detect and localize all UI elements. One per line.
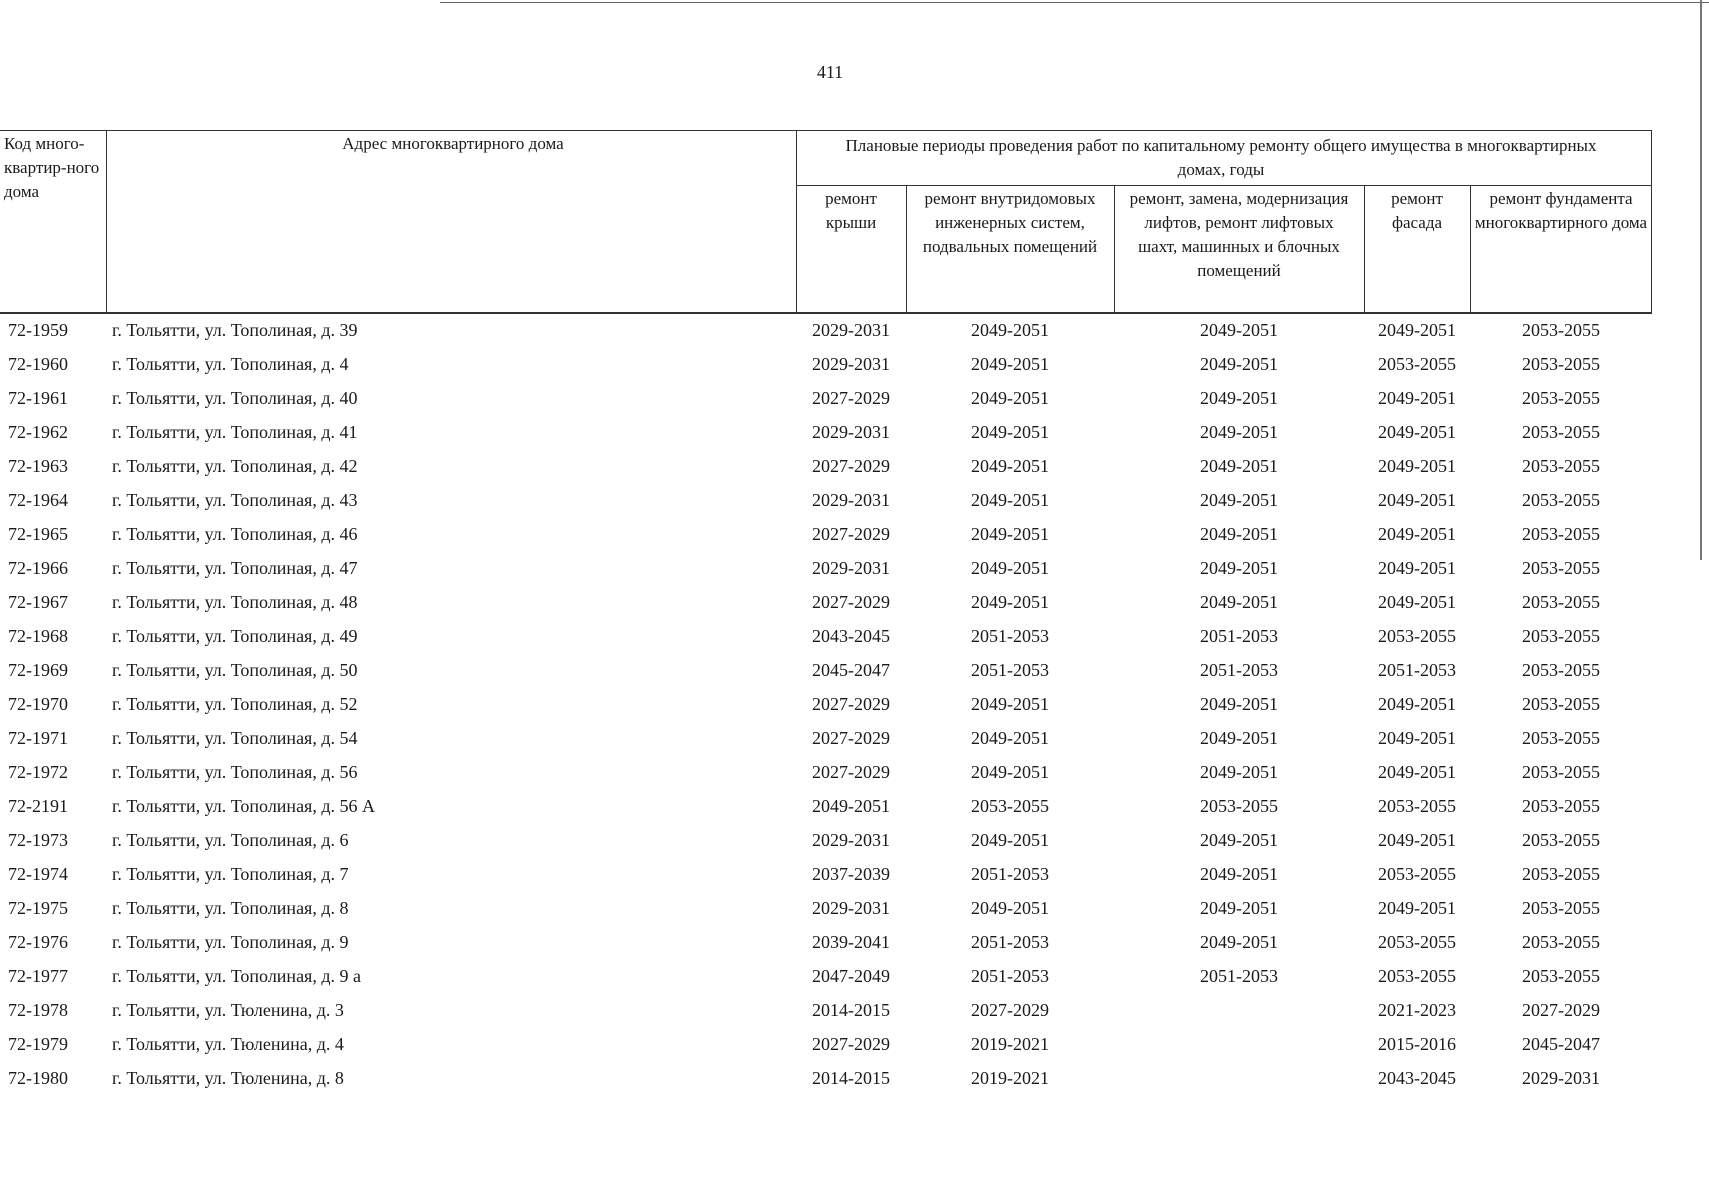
facade-period-cell: 2015-2016 xyxy=(1378,1034,1456,1054)
address-cell: г. Тольятти, ул. Тополиная, д. 49 xyxy=(112,626,358,646)
table-row xyxy=(0,551,1709,585)
systems-period-cell: 2049-2051 xyxy=(971,898,1049,918)
foundation-period-cell: 2053-2055 xyxy=(1522,388,1600,408)
systems-period-cell: 2051-2053 xyxy=(971,932,1049,952)
table-row xyxy=(0,517,1709,551)
elevators-period-cell: 2049-2051 xyxy=(1200,558,1278,578)
systems-period-cell: 2049-2051 xyxy=(971,728,1049,748)
house-code-cell: 72-1964 xyxy=(8,490,68,510)
systems-period-cell: 2049-2051 xyxy=(971,456,1049,476)
foundation-period-cell: 2053-2055 xyxy=(1522,762,1600,782)
facade-period-cell: 2021-2023 xyxy=(1378,1000,1456,1020)
roof-period-cell: 2037-2039 xyxy=(812,864,890,884)
elevators-period-cell: 2049-2051 xyxy=(1200,456,1278,476)
systems-period-cell: 2049-2051 xyxy=(971,320,1049,340)
facade-period-cell: 2053-2055 xyxy=(1378,796,1456,816)
house-code-cell: 72-1963 xyxy=(8,456,68,476)
foundation-period-cell: 2053-2055 xyxy=(1522,592,1600,612)
table-row xyxy=(0,653,1709,687)
roof-period-cell: 2029-2031 xyxy=(812,320,890,340)
roof-period-cell: 2027-2029 xyxy=(812,1034,890,1054)
address-cell: г. Тольятти, ул. Тополиная, д. 47 xyxy=(112,558,358,578)
address-cell: г. Тольятти, ул. Тополиная, д. 50 xyxy=(112,660,358,680)
address-cell: г. Тольятти, ул. Тополиная, д. 8 xyxy=(112,898,349,918)
table-header xyxy=(0,0,1709,320)
systems-period-cell: 2049-2051 xyxy=(971,422,1049,442)
table-row xyxy=(0,721,1709,755)
elevators-period-cell: 2049-2051 xyxy=(1200,592,1278,612)
foundation-period-cell: 2053-2055 xyxy=(1522,864,1600,884)
facade-period-cell: 2049-2051 xyxy=(1378,694,1456,714)
foundation-period-cell: 2053-2055 xyxy=(1522,830,1600,850)
house-code-cell: 72-1966 xyxy=(8,558,68,578)
facade-period-cell: 2049-2051 xyxy=(1378,524,1456,544)
roof-period-cell: 2027-2029 xyxy=(812,592,890,612)
elevators-period-cell: 2049-2051 xyxy=(1200,524,1278,544)
elevators-period-cell: 2049-2051 xyxy=(1200,898,1278,918)
house-code-cell: 72-1961 xyxy=(8,388,68,408)
facade-period-cell: 2043-2045 xyxy=(1378,1068,1456,1088)
systems-period-cell: 2051-2053 xyxy=(971,626,1049,646)
systems-period-cell: 2049-2051 xyxy=(971,558,1049,578)
systems-period-cell: 2019-2021 xyxy=(971,1068,1049,1088)
systems-period-cell: 2049-2051 xyxy=(971,490,1049,510)
elevators-period-cell: 2049-2051 xyxy=(1200,354,1278,374)
foundation-period-cell: 2027-2029 xyxy=(1522,1000,1600,1020)
house-code-cell: 72-1965 xyxy=(8,524,68,544)
systems-period-cell: 2051-2053 xyxy=(971,966,1049,986)
systems-period-cell: 2049-2051 xyxy=(971,524,1049,544)
roof-period-cell: 2045-2047 xyxy=(812,660,890,680)
table-row xyxy=(0,483,1709,517)
facade-period-cell: 2049-2051 xyxy=(1378,762,1456,782)
roof-period-cell: 2027-2029 xyxy=(812,728,890,748)
foundation-period-cell: 2053-2055 xyxy=(1522,932,1600,952)
elevators-period-cell: 2049-2051 xyxy=(1200,320,1278,340)
header-facade: ремонт фасада xyxy=(1391,189,1443,232)
elevators-period-cell: 2049-2051 xyxy=(1200,932,1278,952)
elevators-period-cell: 2049-2051 xyxy=(1200,422,1278,442)
header-elevators: ремонт, замена, модернизация лифтов, ремонт лифтовых шахт, машинных и блочных помещений xyxy=(1129,189,1349,280)
foundation-period-cell: 2053-2055 xyxy=(1522,320,1600,340)
header-divider-address xyxy=(796,130,797,313)
facade-period-cell: 2049-2051 xyxy=(1378,592,1456,612)
roof-period-cell: 2029-2031 xyxy=(812,490,890,510)
elevators-period-cell: 2053-2055 xyxy=(1200,796,1278,816)
house-code-cell: 72-1967 xyxy=(8,592,68,612)
systems-period-cell: 2053-2055 xyxy=(971,796,1049,816)
elevators-period-cell: 2049-2051 xyxy=(1200,830,1278,850)
facade-period-cell: 2049-2051 xyxy=(1378,490,1456,510)
table-row xyxy=(0,891,1709,925)
address-cell: г. Тольятти, ул. Тополиная, д. 9 xyxy=(112,932,349,952)
table-row xyxy=(0,925,1709,959)
roof-period-cell: 2029-2031 xyxy=(812,558,890,578)
house-code-cell: 72-1973 xyxy=(8,830,68,850)
facade-period-cell: 2053-2055 xyxy=(1378,932,1456,952)
address-cell: г. Тольятти, ул. Тюленина, д. 3 xyxy=(112,1000,344,1020)
table-body xyxy=(0,313,1709,1095)
header-roof: ремонт крыши xyxy=(825,189,877,232)
table-row xyxy=(0,585,1709,619)
house-code-cell: 72-2191 xyxy=(8,796,68,816)
facade-period-cell: 2049-2051 xyxy=(1378,422,1456,442)
elevators-period-cell: 2051-2053 xyxy=(1200,966,1278,986)
facade-period-cell: 2053-2055 xyxy=(1378,864,1456,884)
systems-period-cell: 2049-2051 xyxy=(971,694,1049,714)
house-code-cell: 72-1972 xyxy=(8,762,68,782)
systems-period-cell: 2049-2051 xyxy=(971,354,1049,374)
foundation-period-cell: 2053-2055 xyxy=(1522,694,1600,714)
elevators-period-cell: 2049-2051 xyxy=(1200,490,1278,510)
address-cell: г. Тольятти, ул. Тополиная, д. 48 xyxy=(112,592,358,612)
table-row xyxy=(0,959,1709,993)
house-code-cell: 72-1980 xyxy=(8,1068,68,1088)
systems-period-cell: 2027-2029 xyxy=(971,1000,1049,1020)
header-divider-right xyxy=(1651,130,1652,313)
header-address: Адрес многоквартирного дома xyxy=(342,134,564,153)
header-systems: ремонт внутридомовых инженерных систем, подвальных помещений xyxy=(922,189,1098,256)
elevators-period-cell: 2051-2053 xyxy=(1200,660,1278,680)
address-cell: г. Тольятти, ул. Тополиная, д. 39 xyxy=(112,320,358,340)
table-row xyxy=(0,1061,1709,1095)
foundation-period-cell: 2053-2055 xyxy=(1522,456,1600,476)
header-divider-code xyxy=(106,130,107,313)
facade-period-cell: 2049-2051 xyxy=(1378,830,1456,850)
systems-period-cell: 2049-2051 xyxy=(971,762,1049,782)
elevators-period-cell: 2049-2051 xyxy=(1200,762,1278,782)
address-cell: г. Тольятти, ул. Тополиная, д. 43 xyxy=(112,490,358,510)
address-cell: г. Тольятти, ул. Тополиная, д. 42 xyxy=(112,456,358,476)
foundation-period-cell: 2053-2055 xyxy=(1522,558,1600,578)
house-code-cell: 72-1979 xyxy=(8,1034,68,1054)
foundation-period-cell: 2053-2055 xyxy=(1522,728,1600,748)
foundation-period-cell: 2053-2055 xyxy=(1522,966,1600,986)
roof-period-cell: 2027-2029 xyxy=(812,762,890,782)
address-cell: г. Тольятти, ул. Тополиная, д. 56 А xyxy=(112,796,375,816)
address-cell: г. Тольятти, ул. Тополиная, д. 54 xyxy=(112,728,358,748)
address-cell: г. Тольятти, ул. Тополиная, д. 56 xyxy=(112,762,358,782)
facade-period-cell: 2049-2051 xyxy=(1378,728,1456,748)
address-cell: г. Тольятти, ул. Тюленина, д. 4 xyxy=(112,1034,344,1054)
table-row xyxy=(0,755,1709,789)
table-row xyxy=(0,619,1709,653)
roof-period-cell: 2049-2051 xyxy=(812,796,890,816)
table-row xyxy=(0,449,1709,483)
roof-period-cell: 2014-2015 xyxy=(812,1000,890,1020)
header-divider-elevators xyxy=(1364,185,1365,313)
header-code: Код много-квартир-ного дома xyxy=(4,134,100,201)
foundation-period-cell: 2053-2055 xyxy=(1522,660,1600,680)
house-code-cell: 72-1970 xyxy=(8,694,68,714)
roof-period-cell: 2027-2029 xyxy=(812,694,890,714)
table-row xyxy=(0,347,1709,381)
facade-period-cell: 2049-2051 xyxy=(1378,320,1456,340)
house-code-cell: 72-1978 xyxy=(8,1000,68,1020)
page-number: 411 xyxy=(816,62,844,82)
address-cell: г. Тольятти, ул. Тополиная, д. 40 xyxy=(112,388,358,408)
facade-period-cell: 2053-2055 xyxy=(1378,966,1456,986)
roof-period-cell: 2027-2029 xyxy=(812,388,890,408)
house-code-cell: 72-1959 xyxy=(8,320,68,340)
foundation-period-cell: 2053-2055 xyxy=(1522,524,1600,544)
header-divider-systems xyxy=(1114,185,1115,313)
table-row xyxy=(0,313,1709,347)
facade-period-cell: 2051-2053 xyxy=(1378,660,1456,680)
house-code-cell: 72-1971 xyxy=(8,728,68,748)
table-row xyxy=(0,687,1709,721)
table-row xyxy=(0,857,1709,891)
header-foundation: ремонт фундамента многоквартирного дома xyxy=(1474,189,1648,232)
house-code-cell: 72-1974 xyxy=(8,864,68,884)
address-cell: г. Тольятти, ул. Тополиная, д. 4 xyxy=(112,354,349,374)
address-cell: г. Тольятти, ул. Тополиная, д. 52 xyxy=(112,694,358,714)
roof-period-cell: 2029-2031 xyxy=(812,422,890,442)
table-row xyxy=(0,1027,1709,1061)
facade-period-cell: 2049-2051 xyxy=(1378,456,1456,476)
address-cell: г. Тольятти, ул. Тополиная, д. 41 xyxy=(112,422,358,442)
systems-period-cell: 2051-2053 xyxy=(971,864,1049,884)
elevators-period-cell: 2051-2053 xyxy=(1200,626,1278,646)
header-rule-top xyxy=(0,130,1652,131)
table-row xyxy=(0,415,1709,449)
foundation-period-cell: 2029-2031 xyxy=(1522,1068,1600,1088)
header-divider-facade xyxy=(1470,185,1471,313)
roof-period-cell: 2039-2041 xyxy=(812,932,890,952)
roof-period-cell: 2027-2029 xyxy=(812,456,890,476)
roof-period-cell: 2029-2031 xyxy=(812,354,890,374)
roof-period-cell: 2027-2029 xyxy=(812,524,890,544)
foundation-period-cell: 2053-2055 xyxy=(1522,354,1600,374)
address-cell: г. Тольятти, ул. Тополиная, д. 46 xyxy=(112,524,358,544)
systems-period-cell: 2049-2051 xyxy=(971,830,1049,850)
roof-period-cell: 2043-2045 xyxy=(812,626,890,646)
roof-period-cell: 2029-2031 xyxy=(812,830,890,850)
elevators-period-cell: 2049-2051 xyxy=(1200,388,1278,408)
foundation-period-cell: 2053-2055 xyxy=(1522,796,1600,816)
facade-period-cell: 2049-2051 xyxy=(1378,388,1456,408)
address-cell: г. Тольятти, ул. Тополиная, д. 7 xyxy=(112,864,349,884)
house-code-cell: 72-1962 xyxy=(8,422,68,442)
systems-period-cell: 2051-2053 xyxy=(971,660,1049,680)
house-code-cell: 72-1968 xyxy=(8,626,68,646)
roof-period-cell: 2014-2015 xyxy=(812,1068,890,1088)
facade-period-cell: 2049-2051 xyxy=(1378,898,1456,918)
table-row xyxy=(0,381,1709,415)
table-row xyxy=(0,993,1709,1027)
table-row xyxy=(0,823,1709,857)
header-rule-subgroup xyxy=(796,185,1652,186)
foundation-period-cell: 2053-2055 xyxy=(1522,626,1600,646)
address-cell: г. Тольятти, ул. Тополиная, д. 6 xyxy=(112,830,349,850)
systems-period-cell: 2049-2051 xyxy=(971,592,1049,612)
address-cell: г. Тольятти, ул. Тополиная, д. 9 а xyxy=(112,966,361,986)
foundation-period-cell: 2053-2055 xyxy=(1522,898,1600,918)
foundation-period-cell: 2053-2055 xyxy=(1522,490,1600,510)
elevators-period-cell: 2049-2051 xyxy=(1200,728,1278,748)
address-cell: г. Тольятти, ул. Тюленина, д. 8 xyxy=(112,1068,344,1088)
facade-period-cell: 2053-2055 xyxy=(1378,626,1456,646)
house-code-cell: 72-1969 xyxy=(8,660,68,680)
table-row xyxy=(0,789,1709,823)
header-periods-group: Плановые периоды проведения работ по капитальному ремонту общего имущества в многоквартирных домах, годы xyxy=(845,136,1597,179)
foundation-period-cell: 2053-2055 xyxy=(1522,422,1600,442)
foundation-period-cell: 2045-2047 xyxy=(1522,1034,1600,1054)
house-code-cell: 72-1977 xyxy=(8,966,68,986)
elevators-period-cell: 2049-2051 xyxy=(1200,694,1278,714)
facade-period-cell: 2049-2051 xyxy=(1378,558,1456,578)
systems-period-cell: 2049-2051 xyxy=(971,388,1049,408)
elevators-period-cell: 2049-2051 xyxy=(1200,864,1278,884)
house-code-cell: 72-1960 xyxy=(8,354,68,374)
roof-period-cell: 2029-2031 xyxy=(812,898,890,918)
facade-period-cell: 2053-2055 xyxy=(1378,354,1456,374)
systems-period-cell: 2019-2021 xyxy=(971,1034,1049,1054)
house-code-cell: 72-1976 xyxy=(8,932,68,952)
house-code-cell: 72-1975 xyxy=(8,898,68,918)
roof-period-cell: 2047-2049 xyxy=(812,966,890,986)
header-divider-roof xyxy=(906,185,907,313)
